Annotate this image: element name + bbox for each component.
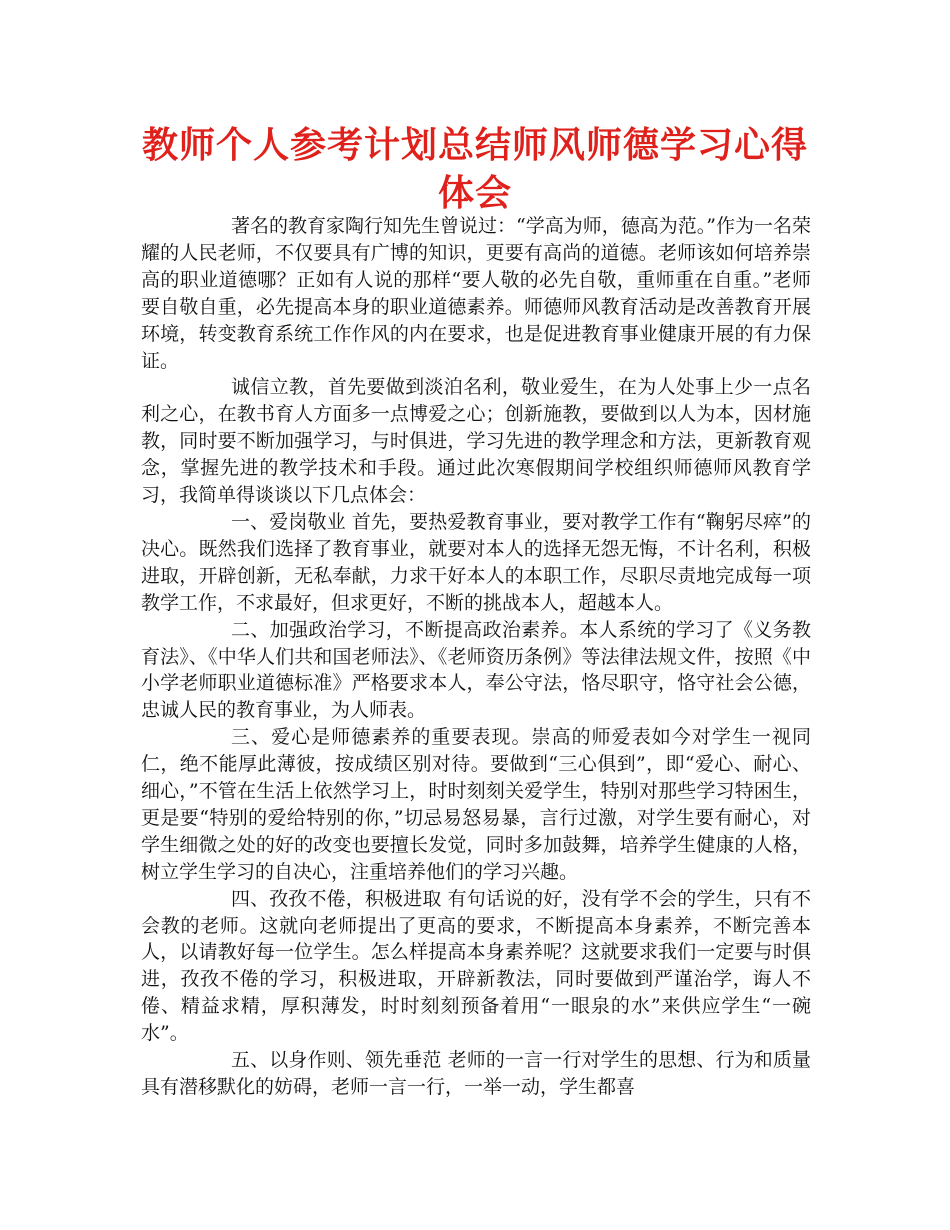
paragraph: 诚信立教，首先要做到淡泊名利，敬业爱生，在为人处事上少一点名利之心，在教书育人方面多一点博爱之心；创新施教，要做到以人为本，因材施教，同时要不断加强学习，与时俱进，学习先进的教学理念和方法，更新教育观念，掌握先进的教学技术和手段。通过此次寒假期间学校组织师德师风教育学习，我简单得谈谈以下几点体会： — [141, 376, 811, 507]
paragraph: 二、加强政治学习，不断提高政治素养。本人系统的学习了《义务教育法》、《中华人们共和国老师法》、《老师资历条例》等法律法规文件，按照《中小学老师职业道德标准》严格要求本人，奉公守法，恪尽职守，恪守社会公德，忠诚人民的教育事业，为人师表。 — [141, 618, 811, 722]
document-body — [141, 213, 811, 1101]
document-title: 教师个人参考计划总结师风师德学习心得体会 — [141, 125, 808, 214]
paragraph: 著名的教育家陶行知先生曾说过：“学高为师，德高为范。”作为一名荣耀的人民老师，不仅要具有广博的知识，更要有高尚的道德。老师该如何培养崇高的职业道德哪？正如有人说的那样“要人敬的必先自敬，重师重在自重。”老师要自敬自重，必先提高本身的职业道德素养。师德师风教育活动是改善教育开展环境，转变教育系统工作作风的内在要求，也是促进教育事业健康开展的有力保证。 — [141, 215, 811, 372]
paragraph: 四、孜孜不倦，积极进取 有句话说的好，没有学不会的学生，只有不会教的老师。这就向老师提出了更高的要求，不断提高本身素养，不断完善本人，以请教好每一位学生。怎么样提高本身素养呢？这就要求我们一定要与时俱进，孜孜不倦的学习，积极进取，开辟新教法，同时要做到严谨治学，诲人不倦、精益求精，厚积薄发，时时刻刻预备着用“一眼泉的水”来供应学生“一碗水”。 — [141, 887, 811, 1045]
paragraph: 五、以身作则、领先垂范 老师的一言一行对学生的思想、行为和质量具有潜移默化的妨碍，老师一言一行，一举一动，学生都喜 — [141, 1049, 811, 1098]
paragraph: 一、爱岗敬业 首先，要热爱教育事业，要对教学工作有“鞠躬尽瘁”的决心。既然我们选择了教育事业，就要对本人的选择无怨无悔，不计名利，积极进取，开辟创新，无私奉献，力求干好本人的本职工作，尽职尽责地完成每一项教学工作，不求最好，但求更好，不断的挑战本人，超越本人。 — [141, 510, 811, 614]
paragraph: 三、爱心是师德素养的重要表现。崇高的师爱表如今对学生一视同仁，绝不能厚此薄彼，按成绩区别对待。要做到“三心俱到”，即“爱心、耐心、细心，”不管在生活上依然学习上，时时刻刻关爱学生，特别对那些学习特困生，更是要“特别的爱给特别的你，”切忌易怒易暴，言行过激，对学生要有耐心，对学生细微之处的好的改变也要擅长发觉，同时多加鼓舞，培养学生健康的人格，树立学生学习的自决心，注重培养他们的学习兴趣。 — [141, 726, 811, 883]
